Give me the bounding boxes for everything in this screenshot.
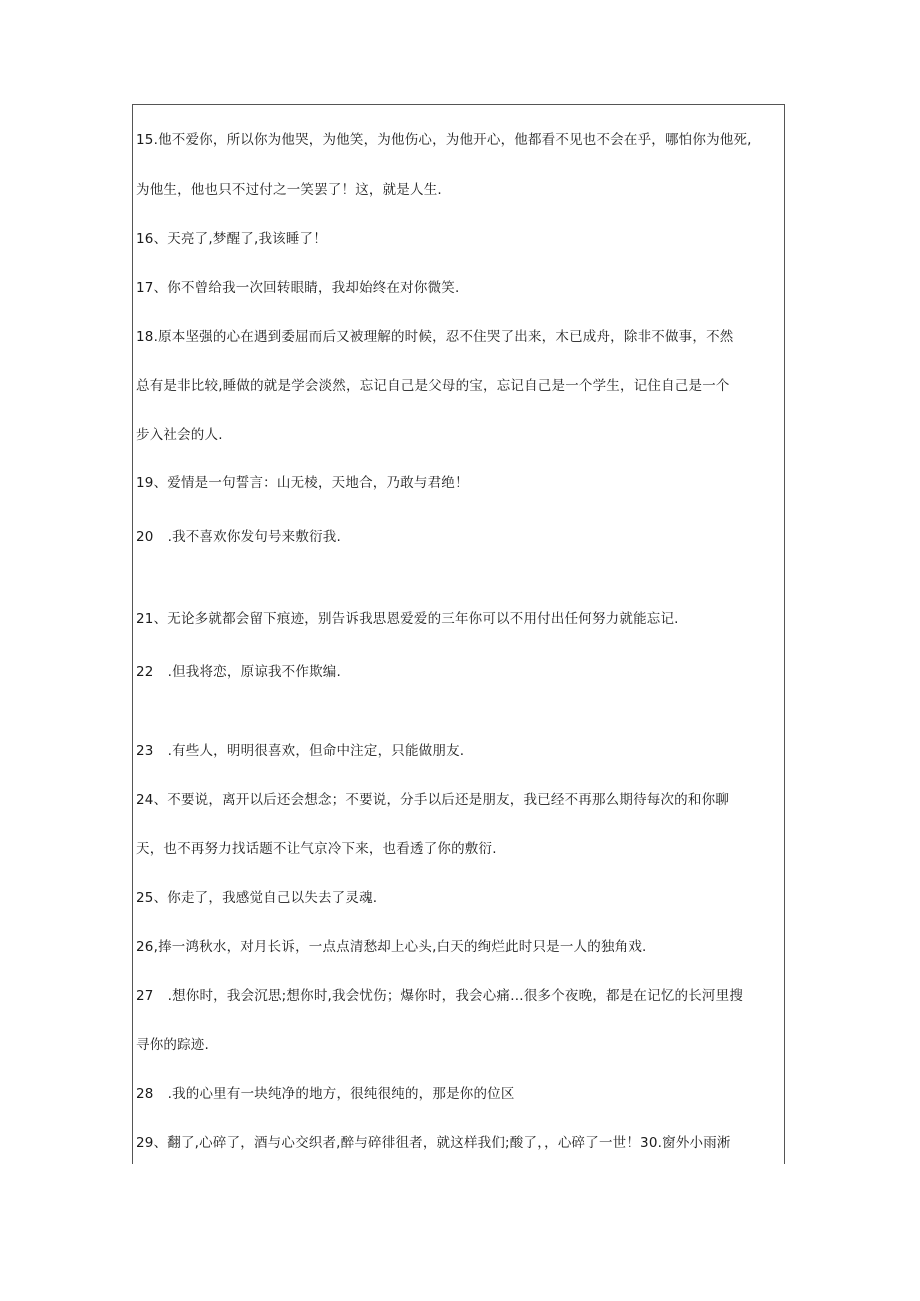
text-line: 天，也不再努力找话题不让气京冷下来，也看透了你的敷衍.: [136, 841, 497, 857]
text-line: 15.他不爱你，所以你为他哭，为他笑，为他伤心，为他开心，他都看不见也不会在乎，哪怕你为他死,: [136, 132, 752, 148]
item-number: 22: [136, 664, 154, 680]
item-number: 28: [136, 1086, 154, 1102]
text-line: 25、你走了，我感觉自己以失去了灵魂.: [136, 890, 378, 906]
page-frame: [132, 104, 785, 1164]
text-line: [136, 987, 743, 1005]
text-line: [136, 742, 464, 760]
item-text: .我的心里有一块纯净的地方，很纯很纯的，那是你的位区: [167, 1086, 515, 1102]
text-line: 18.原本坚强的心在遇到委屈而后又被理解的时候，忍不住哭了出来，木已成舟，除非不做事，不然: [136, 329, 734, 345]
item-number: 23: [136, 743, 154, 759]
item-number: 20: [136, 529, 154, 545]
text-line: 19、爱情是一句誓言：山无棱，天地合，乃敢与君绝！: [136, 475, 469, 491]
text-line: 24、不要说，离开以后还会想念；不要说，分手以后还是朋友，我已经不再那么期待每次的和你聊: [136, 792, 729, 808]
text-line: [136, 1085, 515, 1103]
text-line: 总有是非比较,睡做的就是学会淡然，忘记自己是父母的宝，忘记自己是一个学生，记住自己是一个: [136, 378, 730, 394]
text-line: [136, 528, 341, 546]
text-line: 21、无论多就都会留下痕迹，别告诉我思恩爱爱的三年你可以不用付出任何努力就能忘记.: [136, 611, 679, 627]
text-line: 16、天亮了,梦醒了,我该睡了！: [136, 231, 327, 247]
item-number: 27: [136, 988, 154, 1004]
item-text: .想你时，我会沉思;想你时,我会忧伤；爆你时，我会心痛…很多个夜晚，都是在记忆的长河里搜: [167, 988, 744, 1004]
item-text: .我不喜欢你发句号来敷衍我.: [167, 529, 341, 545]
text-line: [136, 663, 341, 681]
text-line: 26,捧一鸿秋水，对月长诉，一点点清愁却上心头,白天的绚烂此时只是一人的独角戏.: [136, 939, 647, 955]
text-line: 29、翻了,心碎了，酒与心交织者,醉与碎徘徂者，就这样我们;酸了，，心碎了一世！30.窗外小雨淅: [136, 1135, 731, 1151]
item-text: .但我将恋，原谅我不作欺编.: [167, 664, 341, 680]
text-line: 寻你的踪迹.: [136, 1037, 209, 1053]
text-line: 为他生，他也只不过付之一笑罢了！这，就是人生.: [136, 182, 442, 198]
item-text: .有些人，明明很喜欢，但命中注定，只能做朋友.: [167, 743, 465, 759]
text-line: 17、你不曾给我一次回转眼睛，我却始终在对你微笑.: [136, 280, 460, 296]
text-line: 步入社会的人.: [136, 427, 223, 443]
